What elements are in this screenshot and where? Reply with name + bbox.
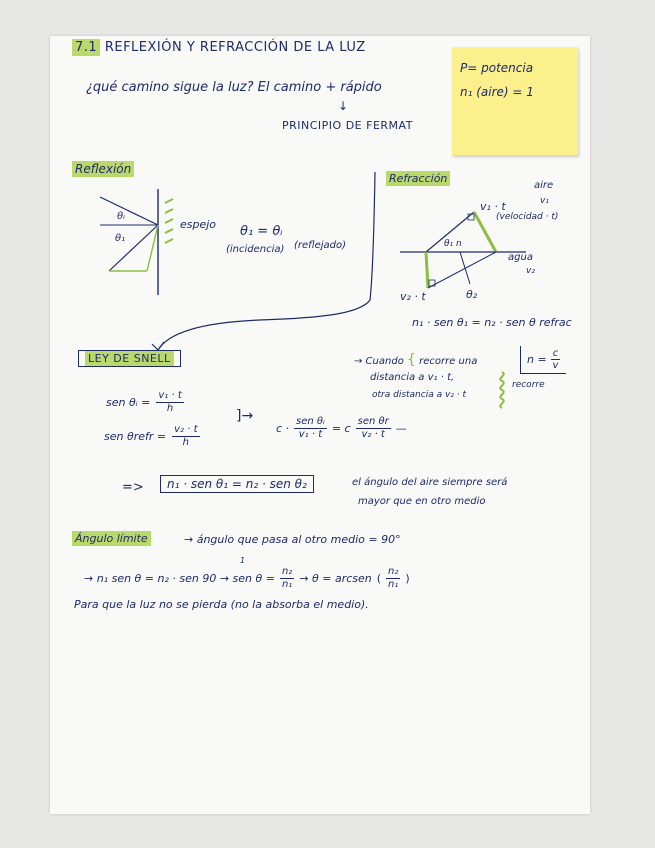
note-brace-text: recorre una <box>419 356 478 367</box>
combined-c1: c · <box>276 422 290 435</box>
section-number: 7.1 <box>72 39 100 56</box>
divider-arrow <box>150 172 390 352</box>
refraccion-heading <box>386 172 450 185</box>
snell-law-result: n₁ · sen θ₁ = n₂ · sen θ₂ <box>160 475 314 493</box>
angulo-limite-heading <box>72 532 151 545</box>
fermat-principle: PRINCIPIO DE FERMAT <box>282 119 413 132</box>
snell-comment-2: mayor que en otro medio <box>358 496 486 507</box>
paren-open: ( <box>376 572 382 585</box>
snell-note-line3: otra distancia a v₂ · t <box>372 390 467 400</box>
snell-note-line2: distancia a v₁ · t, <box>370 372 455 383</box>
arrow-head <box>152 342 164 350</box>
incidence-label: (incidencia) <box>226 244 285 255</box>
refraccion-heading-text: Refracción <box>386 171 450 186</box>
snell-heading-text: LEY DE SNELL <box>85 351 174 366</box>
combined-equation <box>276 416 407 441</box>
v1-label: v₁ <box>540 196 549 206</box>
theta-1-label: θ₁ <box>115 233 126 244</box>
sen-i-den: h <box>166 403 174 414</box>
sen-i-fraction <box>156 390 183 415</box>
derivation-mid: → θ = arcsen <box>299 572 372 585</box>
medium-aire: aire <box>534 180 554 191</box>
frac1-den: n₁ <box>281 579 293 590</box>
combined-frac2 <box>356 416 391 441</box>
frac2-den: n₁ <box>388 579 399 590</box>
frac2-num: n₂ <box>388 566 399 577</box>
green-spring <box>496 372 508 412</box>
sen-i-lhs: sen θᵢ = <box>106 396 151 409</box>
refracted-ray <box>460 252 470 284</box>
angulo-limite-note: Para que la luz no se pierda (no la absorba el medio). <box>74 598 369 611</box>
sticky-line-potencia: P= potencia <box>460 61 534 75</box>
page-title <box>72 40 366 55</box>
reflected-label: (reflejado) <box>294 240 347 251</box>
sen-i-num: v₁ · t <box>158 390 182 401</box>
snell-comment-1: el ángulo del aire siempre será <box>352 477 508 488</box>
combined-den1: v₁ · t <box>298 429 323 440</box>
sen-r-equation <box>104 424 200 449</box>
reflexion-heading-text: Reflexión <box>72 161 134 177</box>
implies-arrow: => <box>122 480 144 495</box>
snell-note-line1 <box>354 352 477 368</box>
combined-den2: v₂ · t <box>361 429 385 440</box>
n-num: c <box>552 348 559 359</box>
frac1-num: n₂ <box>281 566 293 577</box>
reflexion-heading <box>72 162 134 176</box>
intro-question: ¿qué camino sigue la luz? El camino + rápido <box>86 80 382 95</box>
sen-r-num: v₂ · t <box>174 424 198 435</box>
refraction-formula: n₁ · sen θ₁ = n₂ · sen θ refrac <box>412 316 572 329</box>
snell-heading <box>78 350 181 367</box>
v2t-segment <box>426 252 428 288</box>
sen-r-lhs: sen θrefr = <box>104 430 167 443</box>
medium-agua: agua <box>508 252 533 263</box>
theta-r-label: θᵢ <box>117 211 125 222</box>
speed-note: (velocidad · t) <box>496 212 559 222</box>
mirror-label: espejo <box>180 218 217 231</box>
angulo-limite-desc: → ángulo que pasa al otro medio = 90° <box>184 533 401 546</box>
angulo-limite-heading-text: Ángulo límite <box>72 531 151 546</box>
green-brace: { <box>407 352 416 368</box>
reflection-law: θ₁ = θᵢ <box>240 224 283 239</box>
critical-angle-derivation <box>84 566 410 591</box>
combined-frac1 <box>294 416 327 441</box>
bracket-arrow: ]→ <box>236 408 254 424</box>
n-definition-box <box>520 346 566 374</box>
paren-close: ) <box>405 572 410 585</box>
note-prefix: → Cuando <box>354 356 404 367</box>
derivation-text: → n₁ sen θ = n₂ · sen 90 → sen θ = <box>84 572 275 585</box>
sen-r-fraction <box>172 424 199 449</box>
sen-i-equation <box>106 390 184 415</box>
combined-tail: — <box>395 422 407 435</box>
sen-r-den: h <box>182 437 189 448</box>
curved-arrow <box>158 172 375 350</box>
theta-angle-label: θ₁ n <box>444 239 462 249</box>
derivation-frac2 <box>386 566 400 591</box>
derivation-frac1 <box>280 566 294 591</box>
n-fraction <box>551 348 561 371</box>
combined-eq: = c <box>331 422 351 435</box>
sticky-note <box>452 47 578 155</box>
down-arrow: ↓ <box>338 99 349 113</box>
section-title: REFLEXIÓN Y REFRACCIÓN DE LA LUZ <box>104 40 366 55</box>
green-spring-path <box>500 372 503 408</box>
v2t-label: v₂ · t <box>400 290 426 303</box>
combined-num2: sen θr <box>357 416 389 427</box>
n-lhs: n = <box>527 353 547 366</box>
theta2-label: θ₂ <box>466 288 478 301</box>
snell-note-right: recorre <box>512 380 545 390</box>
combined-num1: sen θᵢ <box>296 416 325 427</box>
sticky-line-n1: n₁ (aire) = 1 <box>460 85 534 99</box>
sen90-superscript: 1 <box>240 556 246 565</box>
v2-label: v₂ <box>526 266 535 276</box>
n-den: v <box>552 360 559 371</box>
v1t-segment <box>474 212 496 252</box>
v1t-label: v₁ · t <box>480 200 506 213</box>
